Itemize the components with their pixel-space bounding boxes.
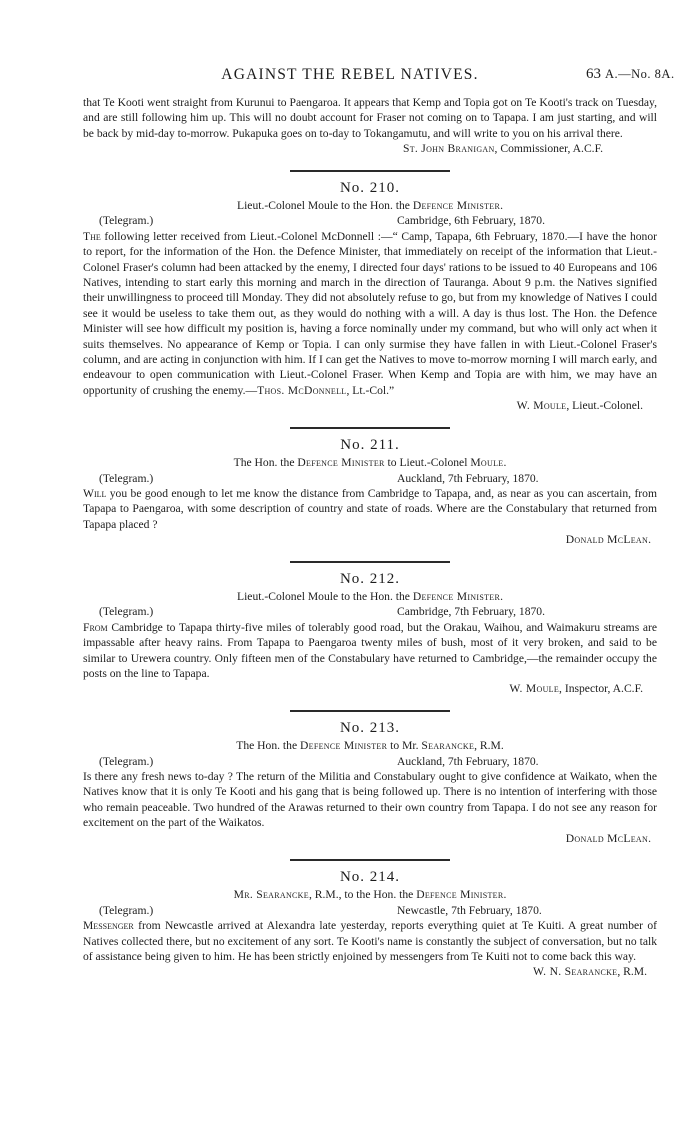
intro-paragraph: that Te Kooti went straight from Kurunui to Paengaroa. It appears that Kemp and Topia got on Te Kooti's track on Tuesday, and are still following him up. This will no doubt account for Fraser not coming on to Tapapa. I am just starting, and will be back by mid-day to-morrow. Pukapuka goes on to-day to Tokangamutu, and will write to you on his arrival there.	[83, 96, 657, 140]
signature-title: , Lieut.-Colonel.	[566, 399, 643, 413]
section-divider	[290, 561, 450, 563]
signature-name: Donald McLean	[565, 533, 649, 547]
signature-title: , Inspector, A.C.F.	[559, 682, 643, 696]
telegram-body	[83, 769, 657, 831]
telegram-kind: (Telegram.)	[99, 605, 154, 619]
telegram-number: No. 210.	[339, 179, 401, 196]
signature-name: W. N. Searancke	[533, 965, 618, 979]
heading-connector: to the Hon. the	[338, 199, 413, 213]
heading-recipient: Defence Minister	[416, 888, 504, 902]
signature-name: St. John Branigan	[402, 142, 495, 156]
telegram-place-date: Auckland, 7th February, 1870.	[397, 754, 539, 768]
telegram-signature	[83, 964, 657, 979]
signature-name: W. Moule	[509, 682, 560, 696]
heading-recipient: Searancke	[421, 739, 475, 753]
telegram-body	[83, 229, 657, 398]
telegram-meta	[83, 604, 657, 619]
heading-sender: Lieut.-Colonel Moule	[237, 589, 339, 603]
heading-recipient: Moule	[470, 456, 504, 470]
page-header	[0, 66, 700, 90]
section-divider	[290, 710, 450, 712]
telegram-heading	[83, 455, 657, 470]
telegram-body	[83, 486, 657, 532]
telegram-kind: (Telegram.)	[99, 903, 154, 917]
body-lead: Messenger	[83, 919, 134, 933]
telegram-meta	[83, 213, 657, 228]
telegram-body	[83, 620, 657, 682]
heading-sender: Lieut.-Colonel Moule	[237, 199, 339, 213]
heading-sender: The Hon. the	[236, 739, 300, 753]
heading-connector: to Mr.	[387, 739, 422, 753]
signature-name: Donald McLean	[565, 831, 649, 845]
heading-recipient: Defence Minister	[412, 199, 501, 213]
heading-end: .	[503, 456, 507, 470]
telegram-number: No. 214.	[339, 869, 401, 885]
signature-title: .	[648, 533, 651, 547]
signature-title: , R.M.	[617, 965, 647, 979]
heading-end: .	[500, 589, 503, 603]
telegram-heading	[83, 589, 657, 604]
body-text: Cambridge to Tapapa thirty-five miles of tolerably good road, but the Orakau, Waihou, and Waimakuru streams are impassable after heavy rains. From Tapapa to Paengaroa twenty miles of bush, most of it very broken, and said to be similar to Urewera country. Only fifteen men of the Constabulary have returned to Cambridge,—the remainder occupy the posts on the line to Tapapa.	[83, 620, 657, 680]
telegram-signature	[83, 398, 657, 413]
signature-title: .	[648, 831, 651, 845]
telegram-meta	[83, 903, 657, 918]
telegram-place-date: Auckland, 7th February, 1870.	[397, 471, 539, 485]
heading-sender: Mr. Searancke	[233, 888, 309, 902]
telegram-number: No. 212.	[339, 570, 401, 587]
heading-end: , R.M.	[474, 739, 504, 753]
telegram-signature	[83, 681, 657, 696]
telegram-kind: (Telegram.)	[99, 754, 154, 768]
intro-signature	[83, 141, 657, 156]
page-number: 63	[586, 66, 601, 82]
paper-reference: A.—No. 8A.	[605, 67, 675, 81]
body-text: you be good enough to let me know the distance from Cambridge to Tapapa, and, as near as you can ascertain, from Tapapa to Paengaroa, with some description of country and state of roads. Where are the Constabulary that returned from Tapapa placed ?	[83, 486, 657, 531]
heading-connector: , R.M., to the Hon. the	[308, 888, 417, 902]
telegram-heading	[83, 738, 657, 753]
telegram-place-date: Newcastle, 7th February, 1870.	[397, 903, 542, 917]
inner-signature: Thos. McDonnell	[257, 383, 347, 397]
telegram-signature	[83, 532, 657, 547]
telegram-meta	[83, 471, 657, 486]
telegram-number: No. 211.	[340, 436, 400, 453]
telegram-meta	[83, 754, 657, 769]
body-text: from Newcastle arrived at Alexandra late yesterday, reports everything quiet at Te Kuiti. A great number of Natives collected there, but no excitement of any sort. Te Kooti's name is constantly the subject of conversation, but no talk of assistance being given to him. He has been strictly enjoined by messengers from Te Kuiti not to come back this way.	[83, 919, 657, 964]
section-divider	[290, 859, 450, 861]
heading-sender-title: Defence Minister	[297, 456, 385, 470]
heading-sender-title: Defence Minister	[299, 739, 388, 753]
telegram-kind: (Telegram.)	[99, 471, 154, 485]
telegram-signature	[83, 831, 657, 846]
inner-signature-end: , Lt.-Col.”	[346, 383, 395, 397]
heading-end: .	[503, 888, 507, 902]
body-lead: The	[83, 229, 101, 243]
telegram-place-date: Cambridge, 7th February, 1870.	[397, 605, 546, 619]
section-divider	[290, 427, 450, 429]
body-text: Is there any fresh news to-day ? The return of the Militia and Constabulary ought to give confidence at Waikato, when the Natives know that it is only Te Kooti and his gang that is being followed up. There is no intention of interfering with those who remain peaceable. Two hundred of the Arawas returned to their own country from Tapapa. I do not see any reason for excitement on the part of the Waikatos.	[83, 769, 657, 830]
telegram-body	[83, 918, 657, 964]
section-divider	[290, 170, 450, 172]
heading-connector: to Lieut.-Colonel	[384, 456, 471, 470]
telegram-place-date: Cambridge, 6th February, 1870.	[397, 214, 546, 228]
telegram-heading	[83, 887, 657, 902]
telegram-kind: (Telegram.)	[99, 214, 154, 228]
heading-end: .	[500, 199, 503, 213]
body-lead: From	[83, 620, 108, 634]
body-lead: Will	[83, 486, 107, 500]
running-title: AGAINST THE REBEL NATIVES.	[221, 66, 479, 83]
signature-name: W. Moule	[516, 399, 567, 413]
heading-sender: The Hon. the	[233, 456, 298, 470]
heading-connector: to the Hon. the	[338, 589, 413, 603]
telegram-number: No. 213.	[339, 719, 401, 736]
heading-recipient: Defence Minister	[412, 589, 501, 603]
document-body	[83, 95, 657, 980]
body-text: following letter received from Lieut.-Colonel McDonnell :—“ Camp, Tapapa, 6th February, 1870.—I have the honor to report, for the information of the Hon. the Defence Minister, that immediately on receipt of the information that Lieut.-Colonel Fraser's column had been attacked by the enemy, I directed four days' rations to be issued to 40 Europeans and 106 Natives, intending to start early this morning and march in the direction of Tauranga. About 9 p.m. the Natives signified their unwillingness to proceed till Monday. They did not absolutely refuse to go, but from my knowledge of Natives I could see it would be useless to take them out, as they would do nothing with a will. A day is thus lost. The Hon. the Defence Minister will see how difficult my position is, having a force nominally under my command, but who will only act when it suits themselves. No appearance of Kemp or Topia. I can only surmise they have fallen in with Lieut.-Colonel Fraser's column, and are acting in conjunction with him. If I can get the Natives to move to-morrow morning I will march early, and endeavour to open communication with Lieut.-Colonel Fraser. When Kemp and Topia are with him, we may have an opportunity of crushing the enemy.—	[83, 229, 657, 397]
signature-title: , Commissioner, A.C.F.	[494, 142, 603, 156]
telegram-heading	[83, 198, 657, 213]
